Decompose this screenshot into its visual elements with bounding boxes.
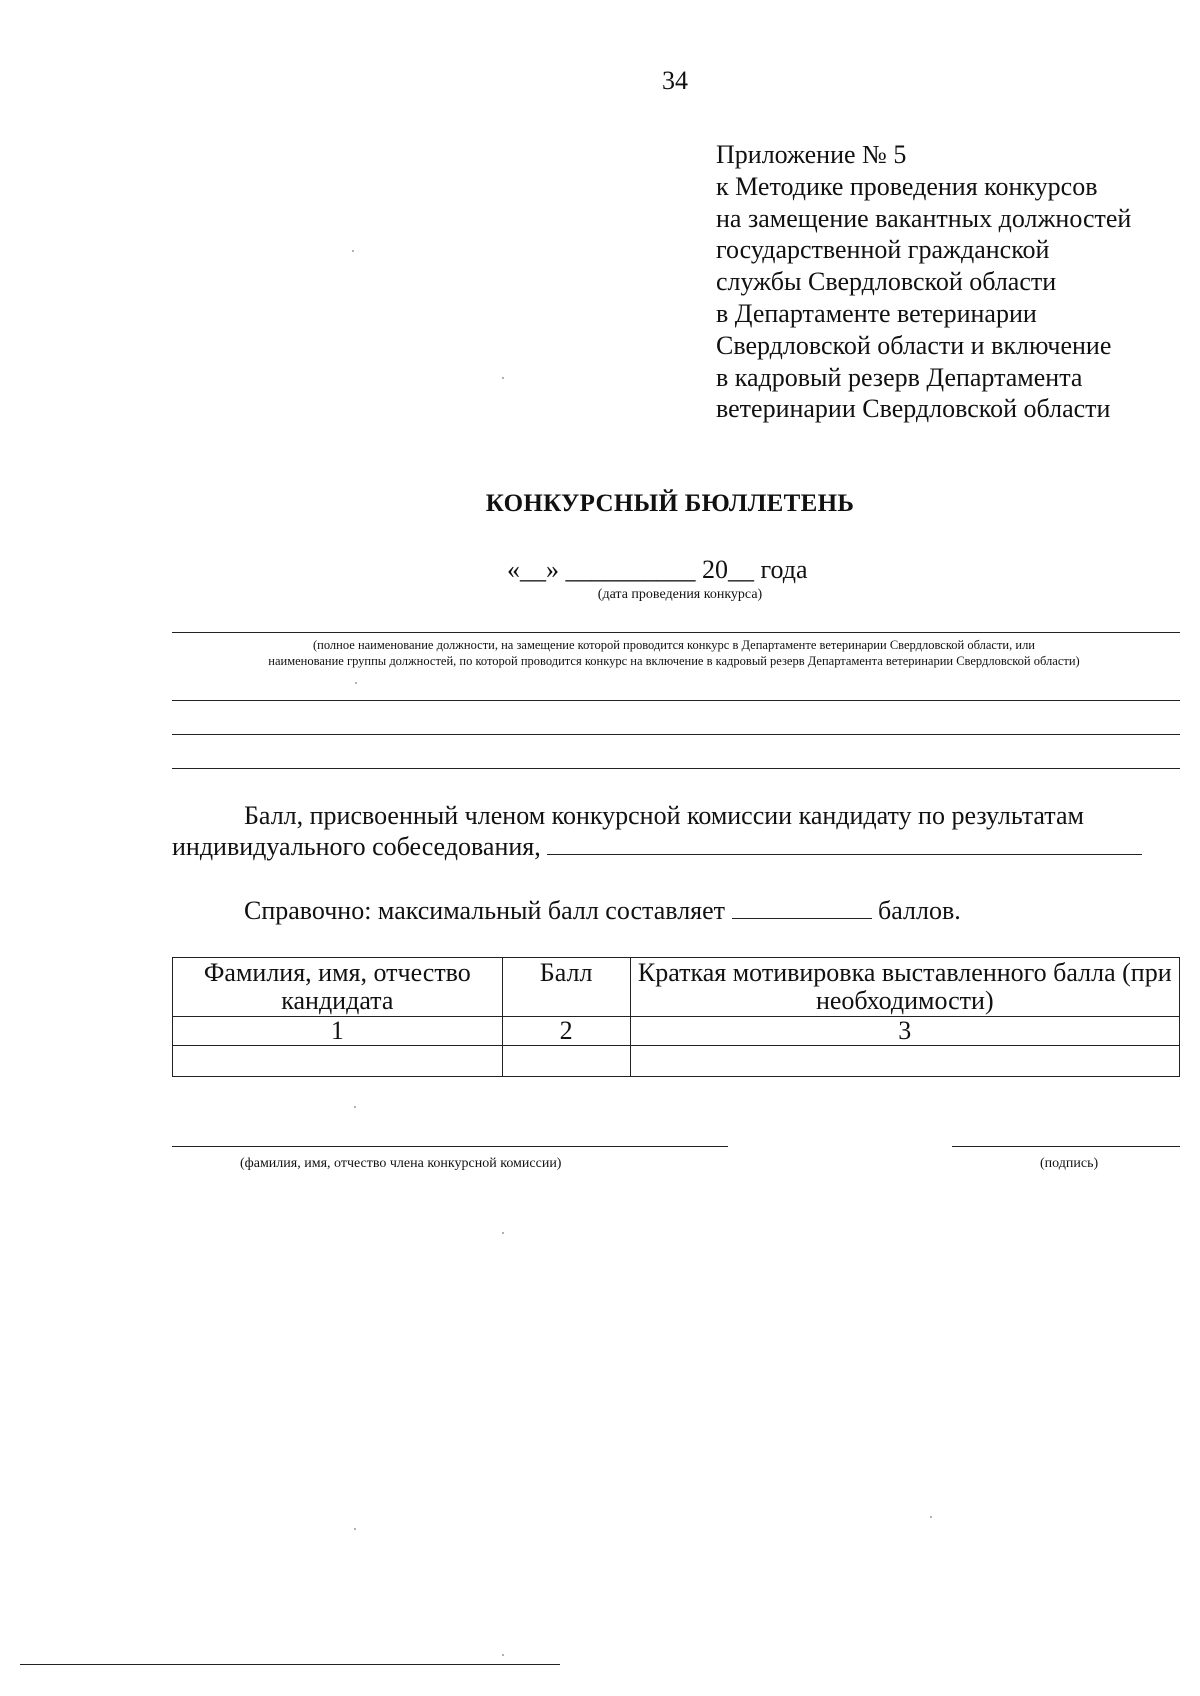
ballot-table — [172, 957, 1180, 1077]
appendix-line: Свердловской области и включение — [716, 330, 1112, 360]
score-paragraph — [172, 800, 1184, 862]
motivation-cell[interactable] — [630, 1046, 1179, 1077]
appendix-line: Приложение № 5 — [716, 140, 907, 169]
scan-speck — [352, 250, 354, 252]
date-field: «__» __________ 20__ года — [507, 555, 808, 584]
reference-unit: баллов. — [878, 896, 961, 925]
header-candidate: Фамилия, имя, отчество кандидата — [173, 958, 503, 1017]
appendix-line: службы Свердловской области — [716, 267, 1057, 297]
signature-line — [952, 1146, 1180, 1147]
member-name-caption: (фамилия, имя, отчество члена конкурсной комиссии) — [240, 1156, 562, 1171]
table-header-row — [173, 958, 1180, 1017]
blank-line — [172, 734, 1180, 735]
scan-speck — [502, 1654, 504, 1656]
scan-edge-line — [20, 1664, 560, 1665]
member-name-line — [172, 1146, 728, 1147]
appendix-line: ветеринарии Свердловской области — [716, 394, 1111, 424]
position-caption-line: наименование группы должностей, по которой проводится конкурс на включение в кадровый резерв Департамента ветеринарии Свердловской области) — [268, 654, 1080, 668]
column-number-row — [173, 1017, 1180, 1046]
signature-caption: (подпись) — [1040, 1156, 1099, 1171]
date-caption: (дата проведения конкурса) — [597, 587, 763, 602]
scan-speck — [354, 1106, 356, 1108]
reference-paragraph — [244, 895, 961, 926]
position-name-line — [172, 632, 1180, 633]
appendix-line: в кадровый резерв Департамента — [716, 362, 1083, 392]
max-score-blank — [732, 896, 872, 919]
score-paragraph-line: Балл, присвоенный членом конкурсной комиссии кандидату по результатам — [244, 801, 1084, 830]
score-paragraph-text: индивидуального собеседования, — [172, 832, 541, 861]
appendix-line: в Департаменте ветеринарии — [716, 298, 1037, 328]
document-title: КОНКУРСНЫЙ БЮЛЛЕТЕНЬ — [485, 490, 855, 517]
appendix-line: к Методике проведения конкурсов — [716, 171, 1098, 201]
reference-text: Справочно: максимальный балл составляет — [244, 896, 726, 925]
scan-speck — [502, 1232, 504, 1234]
appendix-header — [716, 139, 1186, 425]
appendix-line: на замещение вакантных должностей — [716, 203, 1132, 233]
score-paragraph-line-2 — [172, 831, 1184, 862]
scan-speck — [930, 1516, 932, 1518]
position-caption — [168, 637, 1180, 669]
column-number: 1 — [173, 1017, 503, 1046]
column-number: 3 — [630, 1017, 1179, 1046]
blank-line — [172, 700, 1180, 701]
scan-speck — [502, 377, 504, 379]
scan-speck — [355, 682, 357, 684]
page-number: 34 — [662, 66, 688, 95]
header-motivation: Краткая мотивировка выставленного балла (при необходимости) — [630, 958, 1179, 1017]
scan-speck — [354, 1528, 356, 1530]
table-row — [173, 1046, 1180, 1077]
score-blank — [547, 832, 1142, 855]
appendix-line: государственной гражданской — [716, 235, 1050, 265]
score-cell[interactable] — [502, 1046, 630, 1077]
header-score: Балл — [502, 958, 630, 1017]
column-number: 2 — [502, 1017, 630, 1046]
candidate-cell[interactable] — [173, 1046, 503, 1077]
blank-line — [172, 768, 1180, 769]
position-caption-line: (полное наименование должности, на замещение которой проводится конкурс в Департаменте ветеринарии Свердловской области, или — [313, 638, 1035, 652]
